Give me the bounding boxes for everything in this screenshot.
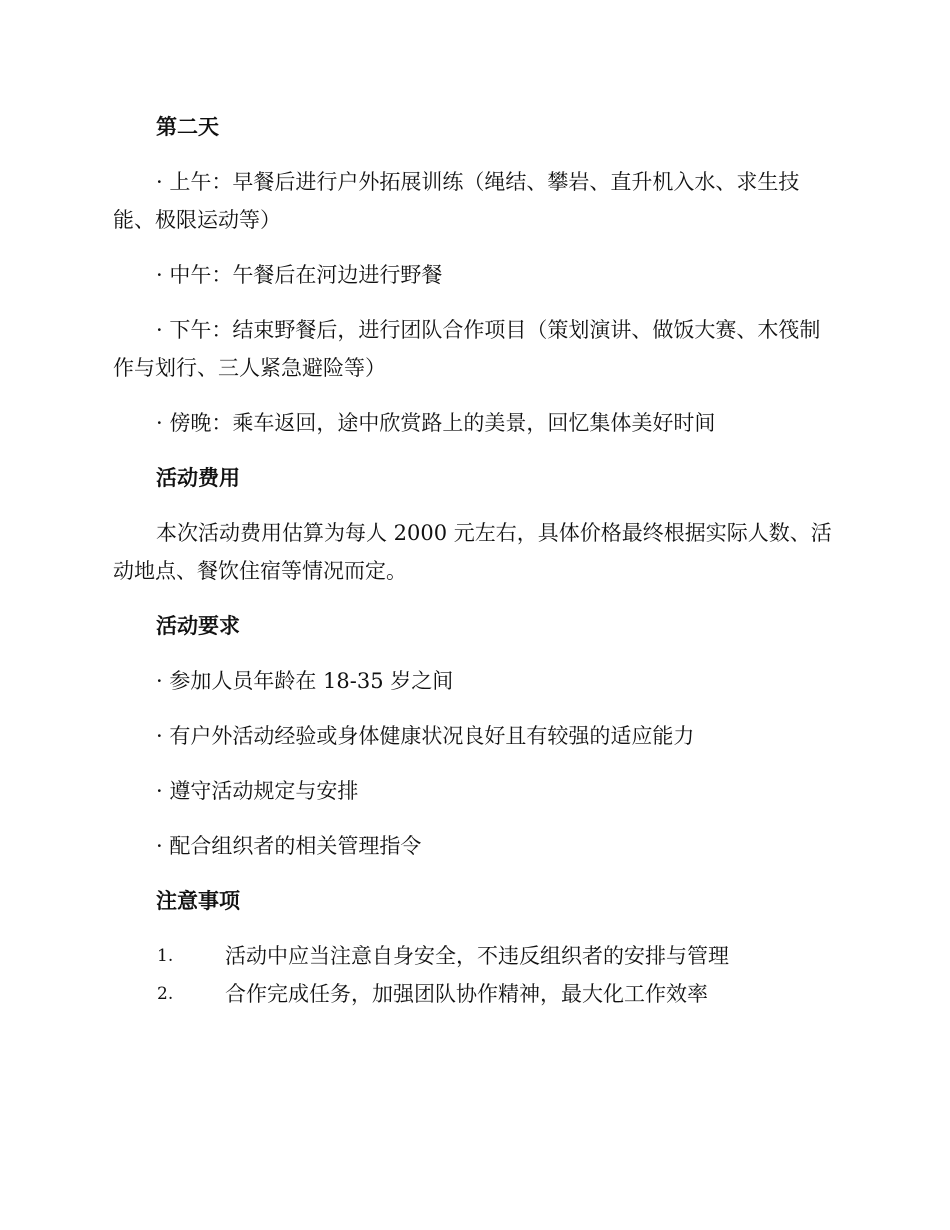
requirement-item-rules: · 遵守活动规定与安排: [156, 779, 359, 803]
day2-item-noon: · 中午：午餐后在河边进行野餐: [156, 263, 443, 287]
note-item-1: [113, 937, 837, 975]
section-heading-cost: 活动费用: [156, 466, 240, 490]
note-item-2: [113, 975, 837, 1013]
section-heading-notes: 注意事项: [156, 889, 240, 913]
note-number: 2.: [157, 984, 174, 1004]
note-number: 1.: [157, 946, 174, 966]
section-heading-day2: 第二天: [156, 115, 219, 139]
requirement-item-experience: · 有户外活动经验或身体健康状况良好且有较强的适应能力: [156, 724, 695, 748]
section-heading-requirements: 活动要求: [156, 614, 240, 638]
requirement-item-age: · 参加人员年龄在 18-35 岁之间: [156, 669, 454, 693]
day2-item-evening: · 傍晚：乘车返回，途中欣赏路上的美景，回忆集体美好时间: [156, 411, 716, 435]
requirement-item-cooperate: · 配合组织者的相关管理指令: [156, 834, 422, 858]
note-text: 活动中应当注意自身安全，不违反组织者的安排与管理: [225, 944, 729, 968]
day2-item-morning: · 上午：早餐后进行户外拓展训练（绳结、攀岩、直升机入水、求生技能、极限运动等）: [113, 170, 800, 232]
document-content: [113, 108, 837, 1013]
note-text: 合作完成任务，加强团队协作精神，最大化工作效率: [225, 982, 708, 1006]
day2-item-afternoon: · 下午：结束野餐后，进行团队合作项目（策划演讲、做饭大赛、木筏制作与划行、三人紧急避险等）: [113, 318, 821, 380]
cost-paragraph: 本次活动费用估算为每人 2000 元左右，具体价格最终根据实际人数、活动地点、餐饮住宿等情况而定。: [113, 521, 832, 583]
